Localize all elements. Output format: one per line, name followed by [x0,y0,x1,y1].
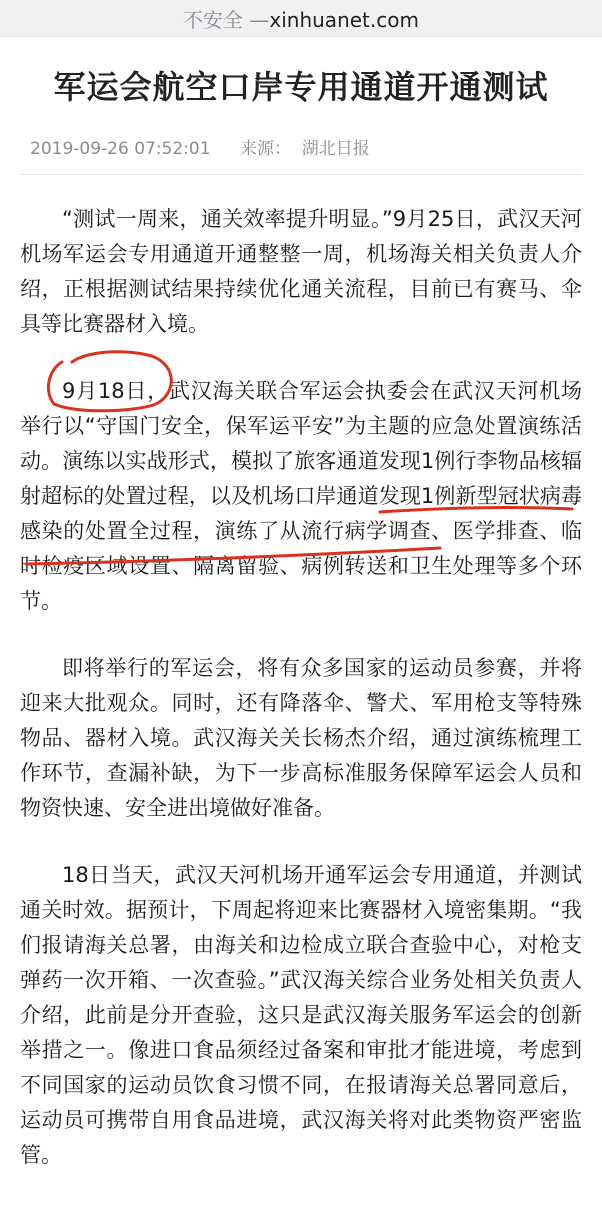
article-body [20,202,582,1205]
paragraph-3: 即将举行的军运会，将有众多国家的运动员参赛，并将迎来大批观众。同时，还有降落伞、警犬、军用枪支等特殊物品、器材入境。武汉海关关长杨杰介绍，通过演练梳理工作环节，查漏补缺，为下一步高标准服务保障军运会人员和物资快速、安全进出境做好准备。 [20,656,582,820]
paragraph-1: “测试一周来，通关效率提升明显。”9月25日，武汉天河机场军运会专用通道开通整整一周，机场海关相关负责人介绍，正根据测试结果持续优化通关流程，目前已有赛马、伞具等比赛器材入境。 [20,207,582,336]
url-separator: — [249,8,270,32]
article-source: 来源： 湖北日报 [239,139,370,159]
url-display[interactable] [0,4,602,33]
article-meta [30,134,370,159]
paragraph-4: 18日当天，武汉天河机场开通军运会专用通道，并测试通关时效。据预计，下周起将迎来比赛器材入境密集期。“我们报请海关总署，由海关和边检成立联合查验中心，对枪支弹药一次开箱、一次查验。”武汉海关综合业务处相关负责人介绍，此前是分开查验，这只是武汉海关服务军运会的创新举措之一。像进口食品须经过备案和审批才能进境，考虑到不同国家的运动员饮食习惯不同，在报请海关总署同意后，运动员可携带自用食品进境，武汉海关将对此类物资严密监管。 [20,863,582,1167]
address-bar[interactable] [0,0,602,37]
article-title: 军运会航空口岸专用通道开通测试 [53,68,549,106]
meta-divider [20,174,582,175]
url-domain: xinhuanet.com [269,8,419,32]
insecure-label: 不安全 [183,8,244,32]
paragraph-2: 9月18日，武汉海关联合军运会执委会在武汉天河机场举行以“守国门安全，保军运平安”为主题的应急处置演练活动。演练以实战形式，模拟了旅客通道发现1例行李物品核辐射超标的处置过程，以及机场口岸通道发现1例新型冠状病毒感染的处置全过程，演练了从流行病学调查、医学排查、临时检疫区域设置、隔离留验、病例转送和卫生处理等多个环节。 [20,379,582,613]
publish-datetime: 2019-09-26 07:52:01 [30,139,211,159]
